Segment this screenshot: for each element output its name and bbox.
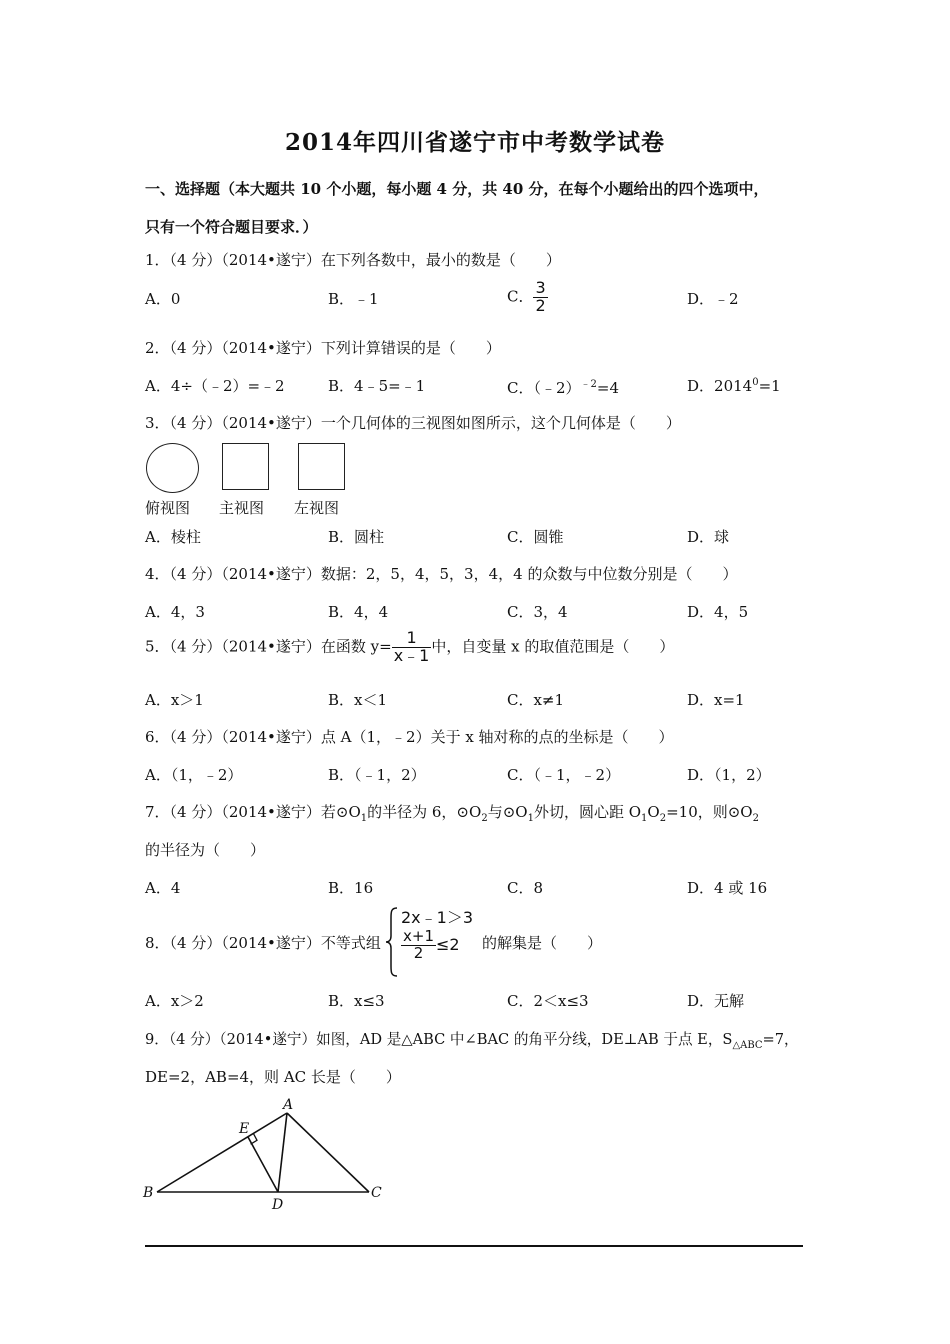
question-7-option-c: C．8: [507, 879, 544, 897]
question-8-option-b: B．x≤3: [328, 992, 385, 1010]
question-1-option-a: A．0: [145, 290, 181, 308]
fraction-numerator: x+1: [403, 927, 434, 945]
triangle-figure: [135, 1095, 395, 1215]
question-5-stem-prefix: 5．（4 分）（2014•遂宁）在函数 y=: [145, 637, 392, 656]
left-view-label: 左视图: [294, 499, 340, 517]
fraction-numerator: 1: [392, 630, 432, 648]
question-2-option-c-base: C．（﹣2）: [507, 379, 581, 397]
front-view-label: 主视图: [219, 499, 265, 517]
q7-sub: 1: [360, 813, 368, 824]
question-8-option-d: D．无解: [687, 992, 745, 1010]
question-9-stem-line2: DE=2，AB=4，则 AC 长是（ ）: [145, 1068, 401, 1086]
question-8-option-a: A．x＞2: [145, 992, 204, 1010]
label-d: D: [272, 1197, 284, 1213]
question-7-stem: [145, 801, 759, 824]
footer-divider: [145, 1245, 803, 1247]
question-3-option-b: B．圆柱: [328, 528, 385, 546]
question-1-option-c-prefix: C．: [507, 287, 534, 306]
q9-sub: △ABC: [732, 1039, 763, 1051]
question-5-option-a: A．x＞1: [145, 691, 204, 709]
question-1-option-d: D．﹣2: [687, 290, 739, 308]
q7-sub: 2: [659, 813, 667, 824]
q7-part: =10，则⊙O: [666, 803, 753, 821]
question-9-stem-line1: [145, 1028, 799, 1051]
question-4-option-d: D．4，5: [687, 603, 749, 621]
question-1-option-c-fraction: [533, 280, 547, 315]
question-2-option-a: A．4÷（﹣2）=﹣2: [145, 377, 285, 395]
q9-part: 9．（4 分）（2014•遂宁）如图，AD 是△ABC 中∠BAC 的角平分线，DE⊥AB 于点 E，S: [145, 1031, 733, 1048]
label-b: B: [143, 1185, 154, 1201]
section-header-line1: 一、选择题（本大题共 10 个小题，每小题 4 分，共 40 分，在每个小题给出的四个选项中，: [145, 180, 769, 198]
question-2-option-b: B．4﹣5=﹣1: [328, 377, 426, 395]
fraction-denominator: x﹣1: [393, 645, 430, 665]
question-5-option-c: C．x≠1: [507, 691, 565, 709]
question-3-option-c: C．圆锥: [507, 528, 564, 546]
question-5-option-d: D．x=1: [687, 691, 745, 709]
question-4-option-a: A．4，3: [145, 603, 205, 621]
section-header-line2: 只有一个符合题目要求．）: [145, 218, 318, 236]
segment-ac: [287, 1113, 369, 1192]
inequality-1: 2x﹣1＞3: [401, 908, 474, 927]
question-7-stem-line2: 的半径为（ ）: [145, 841, 266, 859]
question-6-option-c: C．（﹣1，﹣2）: [507, 766, 621, 784]
q7-sub: 2: [752, 813, 759, 824]
segment-ba: [157, 1113, 287, 1192]
q7-part: 的半径为 6，⊙O: [367, 803, 482, 821]
question-8-stem-suffix: 的解集是（ ）: [482, 934, 603, 952]
q7-part: O: [647, 803, 660, 821]
question-3-stem: 3．（4 分）（2014•遂宁）一个几何体的三视图如图所示，这个几何体是（ ）: [145, 414, 681, 432]
question-5-fraction: [392, 630, 432, 665]
fraction-numerator: 3: [535, 278, 546, 297]
q7-part: 与⊙O: [487, 803, 528, 821]
question-6-option-d: D．（1，2）: [687, 766, 771, 784]
question-2-option-c-rest: =4: [596, 379, 620, 397]
q7-sub: 2: [481, 813, 488, 824]
top-view-circle: [146, 443, 199, 493]
q7-sub: 1: [641, 813, 648, 824]
question-1-option-b: B．﹣1: [328, 290, 379, 308]
question-7-option-a: A．4: [145, 879, 181, 897]
q7-part: 外切，圆心距 O: [533, 803, 642, 821]
label-e: E: [239, 1121, 250, 1137]
question-6-stem: 6．（4 分）（2014•遂宁）点 A（1，﹣2）关于 x 轴对称的点的坐标是（ ）: [145, 728, 674, 746]
question-2-option-d-base: D．2014: [687, 377, 753, 395]
question-5-stem: [145, 630, 674, 665]
question-1-stem: 1．（4 分）（2014•遂宁）在下列各数中，最小的数是（ ）: [145, 251, 561, 269]
segment-de: [248, 1137, 278, 1192]
q9-part: =7，: [762, 1031, 799, 1048]
question-3-option-a: A．棱柱: [145, 528, 201, 546]
inequality-2: [401, 929, 460, 962]
fraction-denominator: 2: [535, 295, 546, 315]
fraction-denominator: 2: [413, 943, 424, 962]
question-7-option-d: D．4 或 16: [687, 879, 768, 897]
inequality-brace: [384, 906, 400, 978]
question-2-option-c: [507, 375, 619, 398]
question-5-stem-suffix: 中，自变量 x 的取值范围是（ ）: [431, 637, 675, 656]
question-1-option-c: [507, 280, 548, 315]
question-4-option-c: C．3，4: [507, 603, 568, 621]
inequality-2-fraction: [401, 929, 436, 962]
question-6-option-a: A．（1，﹣2）: [145, 766, 243, 784]
question-4-option-b: B．4，4: [328, 603, 389, 621]
question-2-option-d-exponent: 0: [752, 377, 759, 388]
left-view-square: [298, 443, 345, 490]
question-2-option-d: [687, 375, 781, 396]
q7-part: 7．（4 分）（2014•遂宁）若⊙O: [145, 803, 361, 821]
paper-title: 2014年四川省遂宁市中考数学试卷: [284, 129, 665, 156]
question-4-stem: 4．（4 分）（2014•遂宁）数据：2，5，4，5，3，4，4 的众数与中位数分别是（ ）: [145, 565, 738, 583]
question-2-option-d-rest: =1: [758, 377, 781, 395]
question-5-option-b: B．x＜1: [328, 691, 388, 709]
question-7-option-b: B．16: [328, 879, 374, 897]
q7-sub: 1: [527, 813, 534, 824]
question-3-option-d: D．球: [687, 528, 730, 546]
question-6-option-b: B．（﹣1，2）: [328, 766, 426, 784]
question-2-stem: 2．（4 分）（2014•遂宁）下列计算错误的是（ ）: [145, 339, 501, 357]
label-c: C: [371, 1185, 382, 1201]
question-8-stem-prefix: 8．（4 分）（2014•遂宁）不等式组: [145, 934, 381, 952]
label-a: A: [283, 1097, 294, 1113]
front-view-square: [222, 443, 269, 490]
question-8-option-c: C．2＜x≤3: [507, 992, 589, 1010]
segment-ad: [278, 1113, 287, 1192]
question-2-option-c-exponent: ﹣2: [580, 379, 597, 390]
inequality-2-relation: ≤2: [436, 934, 460, 954]
top-view-label: 俯视图: [145, 499, 191, 517]
